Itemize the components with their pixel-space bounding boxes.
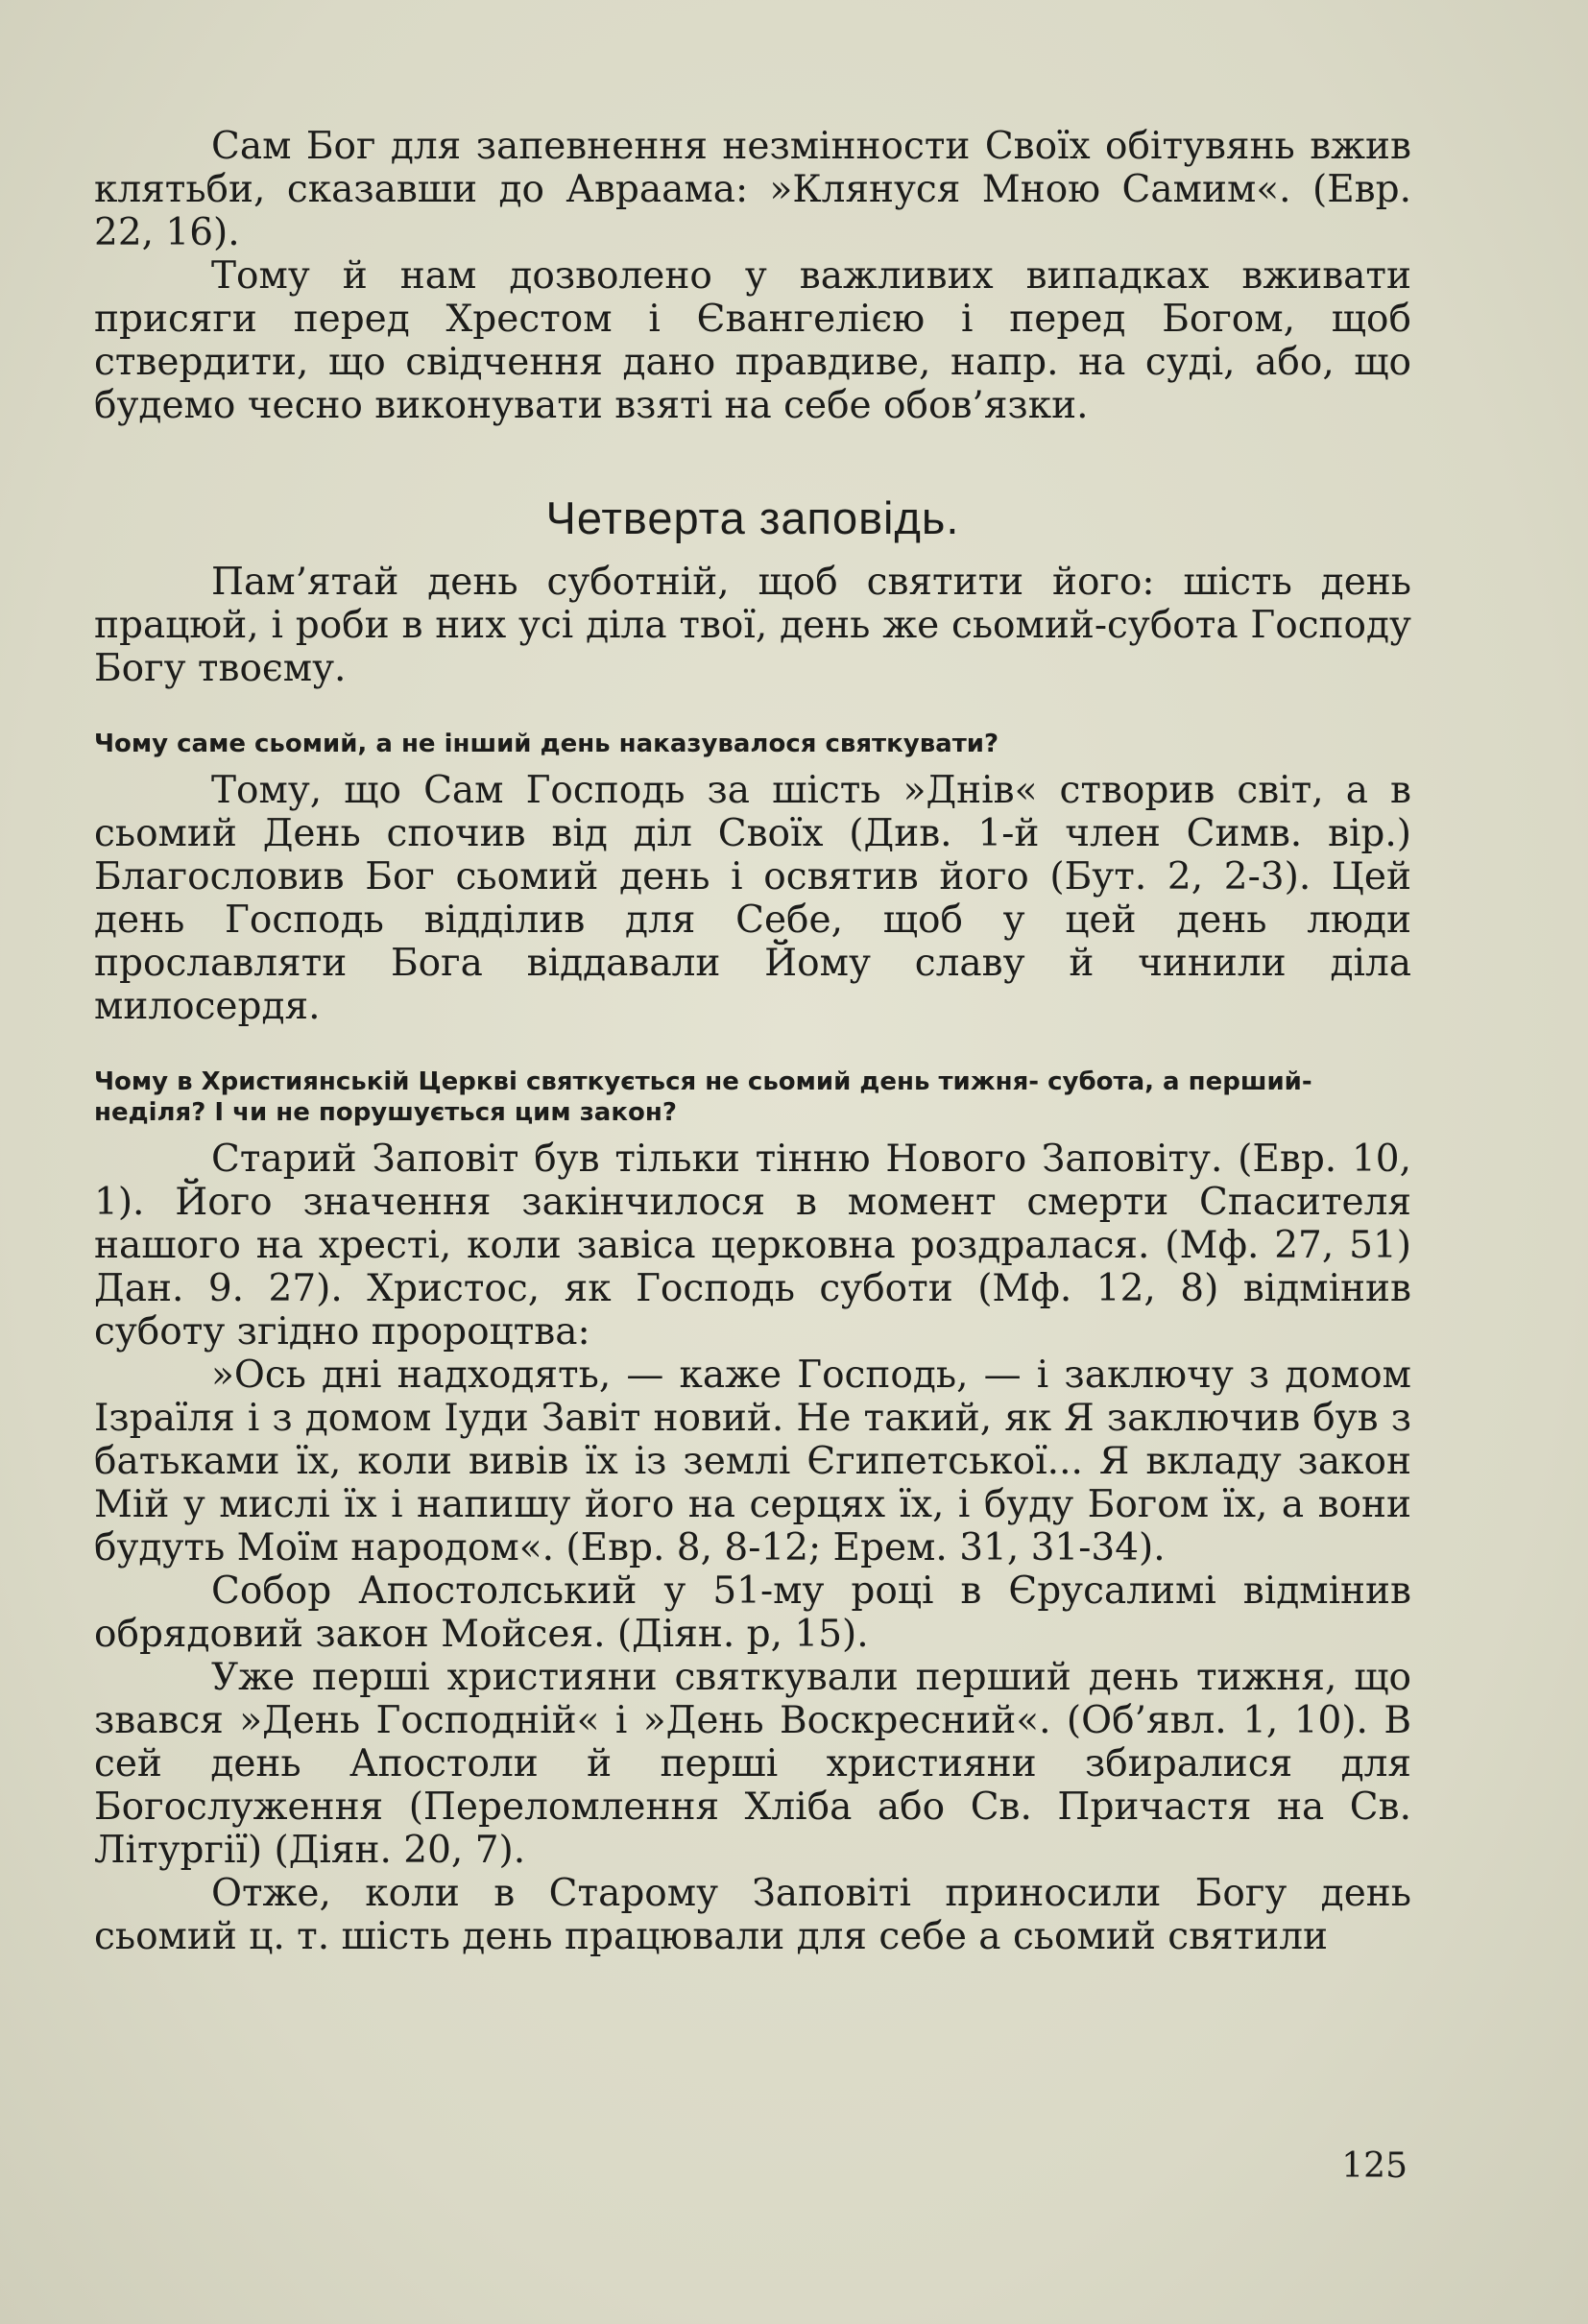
answer-sunday-paragraph: Собор Апостолський у 51-му році в Єрусалимі відмінив обрядовий закон Мойсея. (Діян. p, 15). bbox=[94, 1569, 1411, 1656]
question-sunday: Чому в Християнській Церкві святкується не сьомий день тижня- субота, а перший- неділя? І чи не порушується цим закон? bbox=[94, 1067, 1312, 1127]
answer-seventh-day: Тому, що Сам Господь за шість »Днів« створив світ, а в сьомий День спочив від діл Своїх (Див. 1-й член Симв. вір.) Благословив Бог сьомий день і освятив його (Бут. 2, 2-3). Цей день Господь відділив для Себе, щоб у цей день люди прославляти Бога віддавали Йому славу й чинили діла милосердя. bbox=[94, 769, 1411, 1028]
page-number: 125 bbox=[1341, 2146, 1408, 2186]
question-seventh-day: Чому саме сьомий, а не інший день наказувалося святкувати? bbox=[94, 730, 999, 758]
section-heading: Четверта заповідь. bbox=[545, 492, 960, 543]
answer-sunday-paragraph: Отже, коли в Старому Заповіті приносили Богу день сьомий ц. т. шість день працювали для себе а сьомий святили bbox=[94, 1872, 1411, 1958]
page-body bbox=[94, 125, 1411, 1958]
answer-sunday-paragraph: Уже перші християни святкували перший день тижня, що звався »День Господній« і »День Воскресний«. (Об’явл. 1, 10). В сей день Апостоли й перші християни збиралися для Богослуження (Переломлення Хліба або Св. Причастя на Св. Літургії) (Діян. 20, 7). bbox=[94, 1656, 1411, 1872]
commandment-text: Пам’ятай день суботній, щоб святити його: шість день працюй, і роби в них усі діла твої, день же сьомий-субота Господу Богу твоєму. bbox=[94, 561, 1411, 690]
paragraph-oath-intro: Сам Бог для запевнення незмінности Своїх обітувянь вжив клятьби, сказавши до Авраама: »Клянуся Мною Самим«. (Евр. 22, 16). bbox=[94, 125, 1411, 254]
answer-sunday-paragraph: »Ось дні надходять, — каже Господь, — і заключу з домом Ізраїля і з домом Іуди Завіт новий. Не такий, як Я заключив був з батьками їх, коли вивів їх із землі Єгипетської... Я вкладу закон Мій у мислі їх і напишу його на серцях їх, і буду Богом їх, а вони будуть Моїм народом«. (Евр. 8, 8-12; Ерем. 31, 31-34). bbox=[94, 1354, 1411, 1569]
paragraph-oath-permission: Тому й нам дозволено у важливих випадках вживати присяги перед Хрестом і Євангелією і перед Богом, щоб ствердити, що свідчення дано правдиве, напр. на суді, або, що будемо чесно виконувати взяті на себе обов’язки. bbox=[94, 254, 1411, 427]
answer-sunday-paragraph: Старий Заповіт був тільки тінню Нового Заповіту. (Евр. 10, 1). Його значення закінчилося в момент смерти Спасителя нашого на хресті, коли завіса церковна роздралася. (Мф. 27, 51) Дан. 9. 27). Христос, як Господь суботи (Мф. 12, 8) відмінив суботу згідно пророцтва: bbox=[94, 1138, 1411, 1354]
